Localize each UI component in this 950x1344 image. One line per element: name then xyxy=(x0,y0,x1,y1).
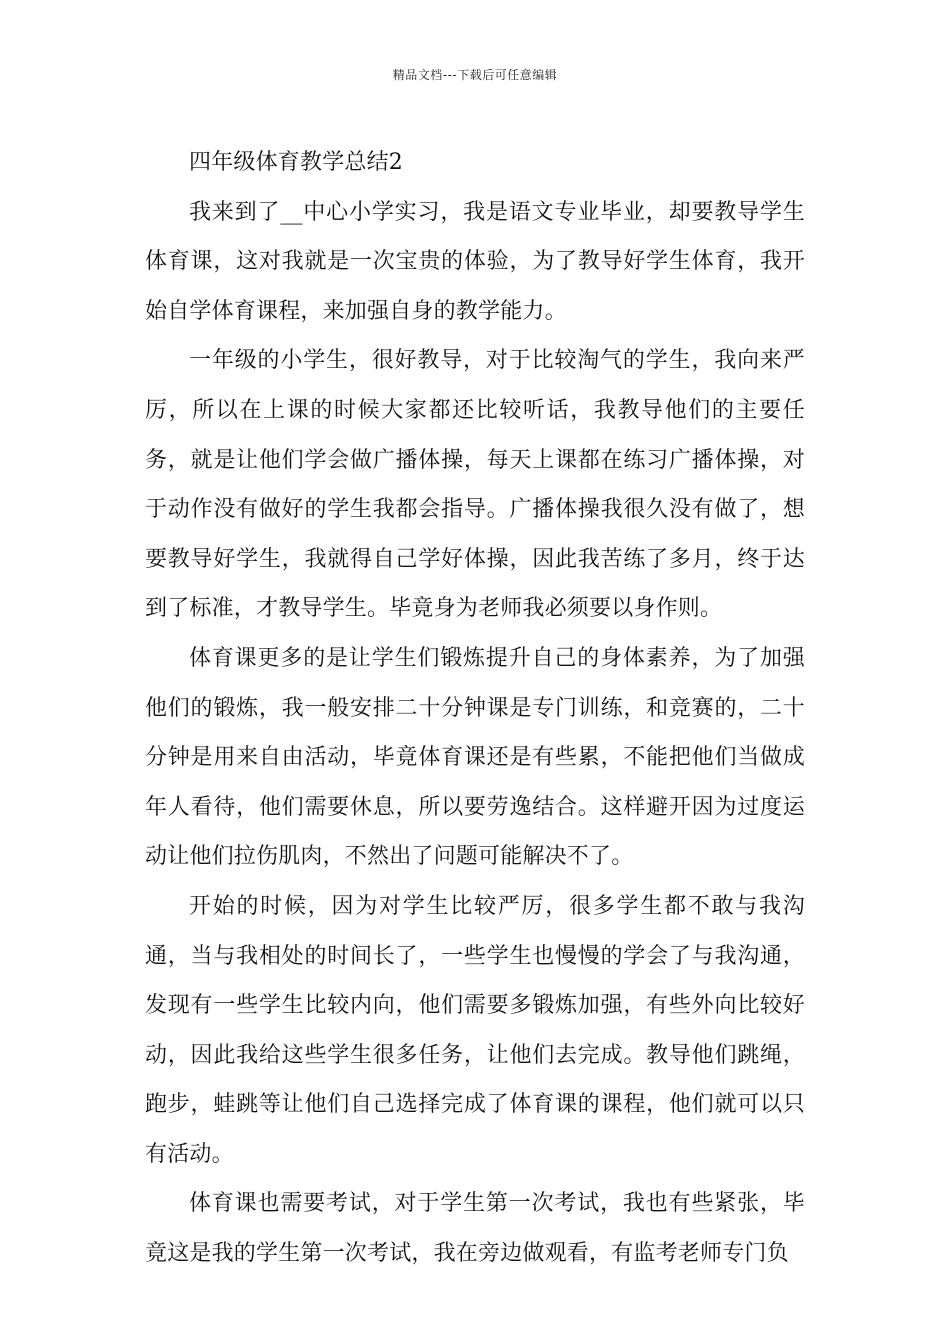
paragraph-3: 体育课更多的是让学生们锻炼提升自己的身体素养，为了加强他们的锻炼，我一般安排二十分钟课是专门训练，和竞赛的，二十分钟是用来自由活动，毕竟体育课还是有些累，不能把他们当做成年人看待，他们需要休息，所以要劳逸结合。这样避开因为过度运动让他们拉伤肌肉，不然出了问题可能解决不了。 xyxy=(145,645,805,870)
document-body xyxy=(145,138,805,1279)
paragraph-4: 开始的时候，因为对学生比较严厉，很多学生都不敢与我沟通，当与我相处的时间长了，一些学生也慢慢的学会了与我沟通，发现有一些学生比较内向，他们需要多锻炼加强，有些外向比较好动，因此我给这些学生很多任务，让他们去完成。教导他们跳绳，跑步，蛙跳等让他们自己选择完成了体育课的课程，他们就可以只有活动。 xyxy=(145,893,805,1167)
paragraph-5: 体育课也需要考试，对于学生第一次考试，我也有些紧张，毕竟这是我的学生第一次考试，我在旁边做观看，有监考老师专门负 xyxy=(145,1191,805,1267)
paragraph-2: 一年级的小学生，很好教导，对于比较淘气的学生，我向来严厉，所以在上课的时候大家都还比较听话，我教导他们的主要任务，就是让他们学会做广播体操，每天上课都在练习广播体操，对于动作没有做好的学生我都会指导。广播体操我很久没有做了，想要教导好学生，我就得自己学好体操，因此我苦练了多月，终于达到了标准，才教导学生。毕竟身为老师我必须要以身作则。 xyxy=(145,348,805,622)
paragraph-1: 我来到了__中心小学实习，我是语文专业毕业，却要教导学生体育课，这对我就是一次宝贵的体验，为了教导好学生体育，我开始自学体育课程，来加强自身的教学能力。 xyxy=(145,199,805,324)
page-header: 精品文档---下载后可任意编辑 xyxy=(392,68,558,82)
document-title: 四年级体育教学总结2 xyxy=(189,150,403,175)
